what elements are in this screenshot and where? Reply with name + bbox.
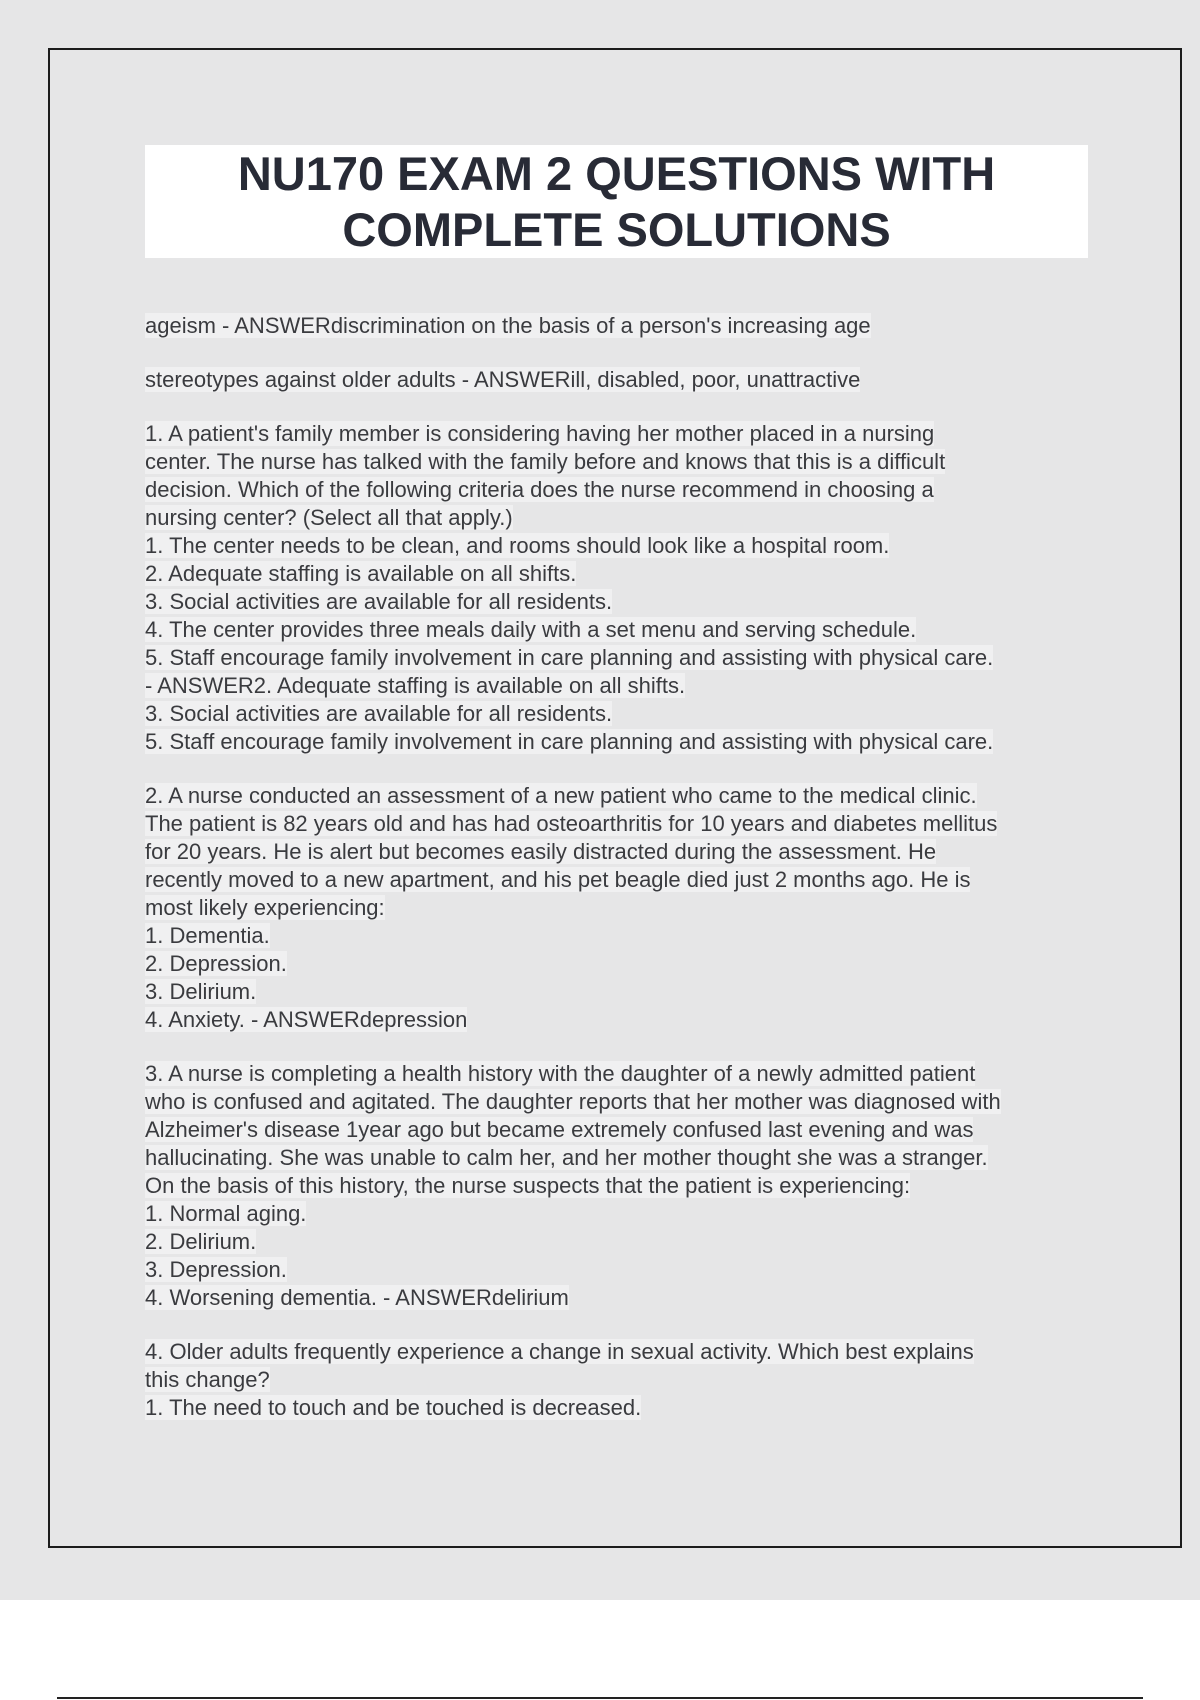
text-line bbox=[145, 1006, 1100, 1034]
text-line-content: recently moved to a new apartment, and his pet beagle died just 2 months ago. He is bbox=[145, 867, 971, 892]
text-line-content: 1. A patient's family member is considering having her mother placed in a nursing bbox=[145, 421, 935, 446]
text-line-content: 1. The need to touch and be touched is decreased. bbox=[145, 1395, 642, 1420]
text-line bbox=[145, 476, 1100, 504]
document-body bbox=[145, 312, 1100, 1448]
paragraph bbox=[145, 1060, 1100, 1312]
text-line bbox=[145, 504, 1100, 532]
text-line-content: The patient is 82 years old and has had osteoarthritis for 10 years and diabetes mellitus bbox=[145, 811, 998, 836]
text-line-content: - ANSWER2. Adequate staffing is available on all shifts. bbox=[145, 673, 686, 698]
text-line-content: nursing center? (Select all that apply.) bbox=[145, 505, 513, 530]
text-line bbox=[145, 1284, 1100, 1312]
text-line-content: 3. Social activities are available for all residents. bbox=[145, 701, 613, 726]
text-line-content: center. The nurse has talked with the family before and knows that this is a difficult bbox=[145, 449, 946, 474]
text-line bbox=[145, 672, 1100, 700]
text-line-content: decision. Which of the following criteria does the nurse recommend in choosing a bbox=[145, 477, 934, 502]
paragraph bbox=[145, 420, 1100, 756]
title-line-1: NU170 EXAM 2 QUESTIONS WITH bbox=[237, 146, 996, 200]
text-line bbox=[145, 1394, 1100, 1422]
text-line bbox=[145, 1116, 1100, 1144]
document-title bbox=[145, 145, 1088, 258]
text-line bbox=[145, 644, 1100, 672]
text-line-content: 3. A nurse is completing a health history with the daughter of a newly admitted patient bbox=[145, 1061, 976, 1086]
text-line-content: for 20 years. He is alert but becomes easily distracted during the assessment. He bbox=[145, 839, 937, 864]
paragraph bbox=[145, 312, 1100, 340]
text-line bbox=[145, 420, 1100, 448]
text-line-content: 2. A nurse conducted an assessment of a new patient who came to the medical clinic. bbox=[145, 783, 977, 808]
text-line-content: ageism - ANSWERdiscrimination on the basis of a person's increasing age bbox=[145, 313, 871, 338]
text-line-content: On the basis of this history, the nurse suspects that the patient is experiencing: bbox=[145, 1173, 911, 1198]
text-line bbox=[145, 1200, 1100, 1228]
text-line bbox=[145, 560, 1100, 588]
text-line-content: stereotypes against older adults - ANSWERill, disabled, poor, unattractive bbox=[145, 367, 861, 392]
text-line bbox=[145, 894, 1100, 922]
text-line-content: 1. Normal aging. bbox=[145, 1201, 307, 1226]
text-line bbox=[145, 532, 1100, 560]
text-line-content: 2. Depression. bbox=[145, 951, 287, 976]
text-line-content: 2. Delirium. bbox=[145, 1229, 257, 1254]
text-line bbox=[145, 1172, 1100, 1200]
text-line-content: who is confused and agitated. The daughter reports that her mother was diagnosed with bbox=[145, 1089, 1001, 1114]
text-line bbox=[145, 922, 1100, 950]
text-line-content: 3. Social activities are available for all residents. bbox=[145, 589, 613, 614]
text-line bbox=[145, 782, 1100, 810]
text-line-content: 3. Delirium. bbox=[145, 979, 257, 1004]
text-line-content: 5. Staff encourage family involvement in care planning and assisting with physical care. bbox=[145, 645, 994, 670]
text-line bbox=[145, 728, 1100, 756]
text-line bbox=[145, 312, 1100, 340]
text-line-content: hallucinating. She was unable to calm her, and her mother thought she was a stranger. bbox=[145, 1145, 988, 1170]
text-line bbox=[145, 810, 1100, 838]
text-line bbox=[145, 1338, 1100, 1366]
paragraph bbox=[145, 782, 1100, 1034]
text-line bbox=[145, 616, 1100, 644]
text-line-content: most likely experiencing: bbox=[145, 895, 385, 920]
text-line-content: 4. Worsening dementia. - ANSWERdelirium bbox=[145, 1285, 569, 1310]
text-line-content: 4. The center provides three meals daily with a set menu and serving schedule. bbox=[145, 617, 917, 642]
text-line-content: 1. The center needs to be clean, and rooms should look like a hospital room. bbox=[145, 533, 890, 558]
text-line bbox=[145, 1366, 1100, 1394]
text-line bbox=[145, 588, 1100, 616]
text-line bbox=[145, 978, 1100, 1006]
text-line-content: 4. Older adults frequently experience a change in sexual activity. Which best explains bbox=[145, 1339, 974, 1364]
text-line bbox=[145, 448, 1100, 476]
title-line-2: COMPLETE SOLUTIONS bbox=[342, 202, 891, 256]
text-line-content: 3. Depression. bbox=[145, 1257, 287, 1282]
text-line bbox=[145, 950, 1100, 978]
text-line bbox=[145, 1144, 1100, 1172]
text-line bbox=[145, 1228, 1100, 1256]
text-line-content: this change? bbox=[145, 1367, 270, 1392]
text-line-content: 4. Anxiety. - ANSWERdepression bbox=[145, 1007, 468, 1032]
footer-divider bbox=[57, 1697, 1143, 1699]
text-line-content: Alzheimer's disease 1year ago but became extremely confused last evening and was bbox=[145, 1117, 974, 1142]
text-line bbox=[145, 366, 1100, 394]
text-line bbox=[145, 838, 1100, 866]
text-line bbox=[145, 700, 1100, 728]
paragraph bbox=[145, 366, 1100, 394]
text-line-content: 5. Staff encourage family involvement in care planning and assisting with physical care. bbox=[145, 729, 994, 754]
text-line bbox=[145, 1060, 1100, 1088]
text-line bbox=[145, 866, 1100, 894]
text-line-content: 1. Dementia. bbox=[145, 923, 270, 948]
text-line bbox=[145, 1088, 1100, 1116]
paragraph bbox=[145, 1338, 1100, 1422]
text-line bbox=[145, 1256, 1100, 1284]
text-line-content: 2. Adequate staffing is available on all shifts. bbox=[145, 561, 577, 586]
